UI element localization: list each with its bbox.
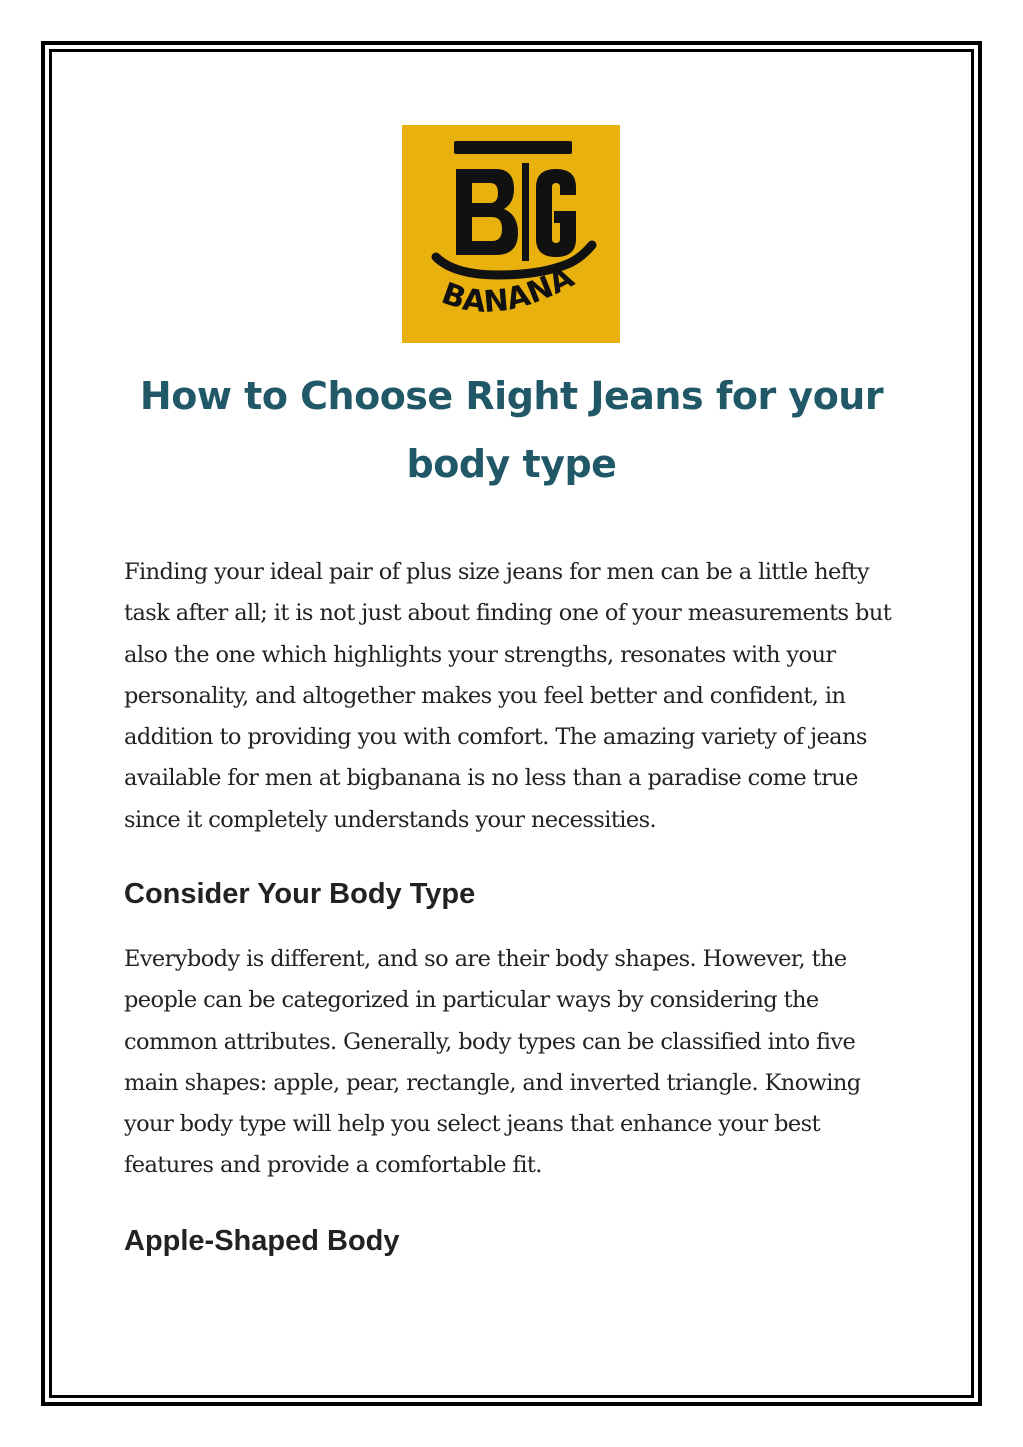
logo-letter-i xyxy=(522,163,529,261)
page-title: How to Choose Right Jeans for your body type xyxy=(139,374,884,486)
logo-top-bar xyxy=(454,141,572,154)
section-heading-body-type: Consider Your Body Type xyxy=(124,878,476,910)
logo-letter-b xyxy=(456,169,518,255)
logo-letter-g xyxy=(536,169,576,257)
section-paragraph-body-type: Everybody is different, and so are their body shapes. However, the people can be categorized in particular ways by considering the common attributes. Generally, body types can be classified into five main shapes: apple, pear, rectangle, and inverted triangle. Knowing your body type will help you select jeans that enhance your best features and provide a comfortable fit. xyxy=(124,946,861,1179)
section-heading-apple-shaped: Apple-Shaped Body xyxy=(124,1225,400,1257)
big-banana-logo xyxy=(402,125,620,343)
logo-banana-text: BANANA xyxy=(437,259,580,321)
intro-paragraph: Finding your ideal pair of plus size jeans for men can be a little hefty task after all; it is not just about finding one of your measurements but also the one which highlights your strengths, resonates with your personality, and altogether makes you feel better and confident, in addition to providing you with comfort. The amazing variety of jeans available for men at bigbanana is no less than a paradise come true since it completely understands your necessities. xyxy=(124,559,892,833)
